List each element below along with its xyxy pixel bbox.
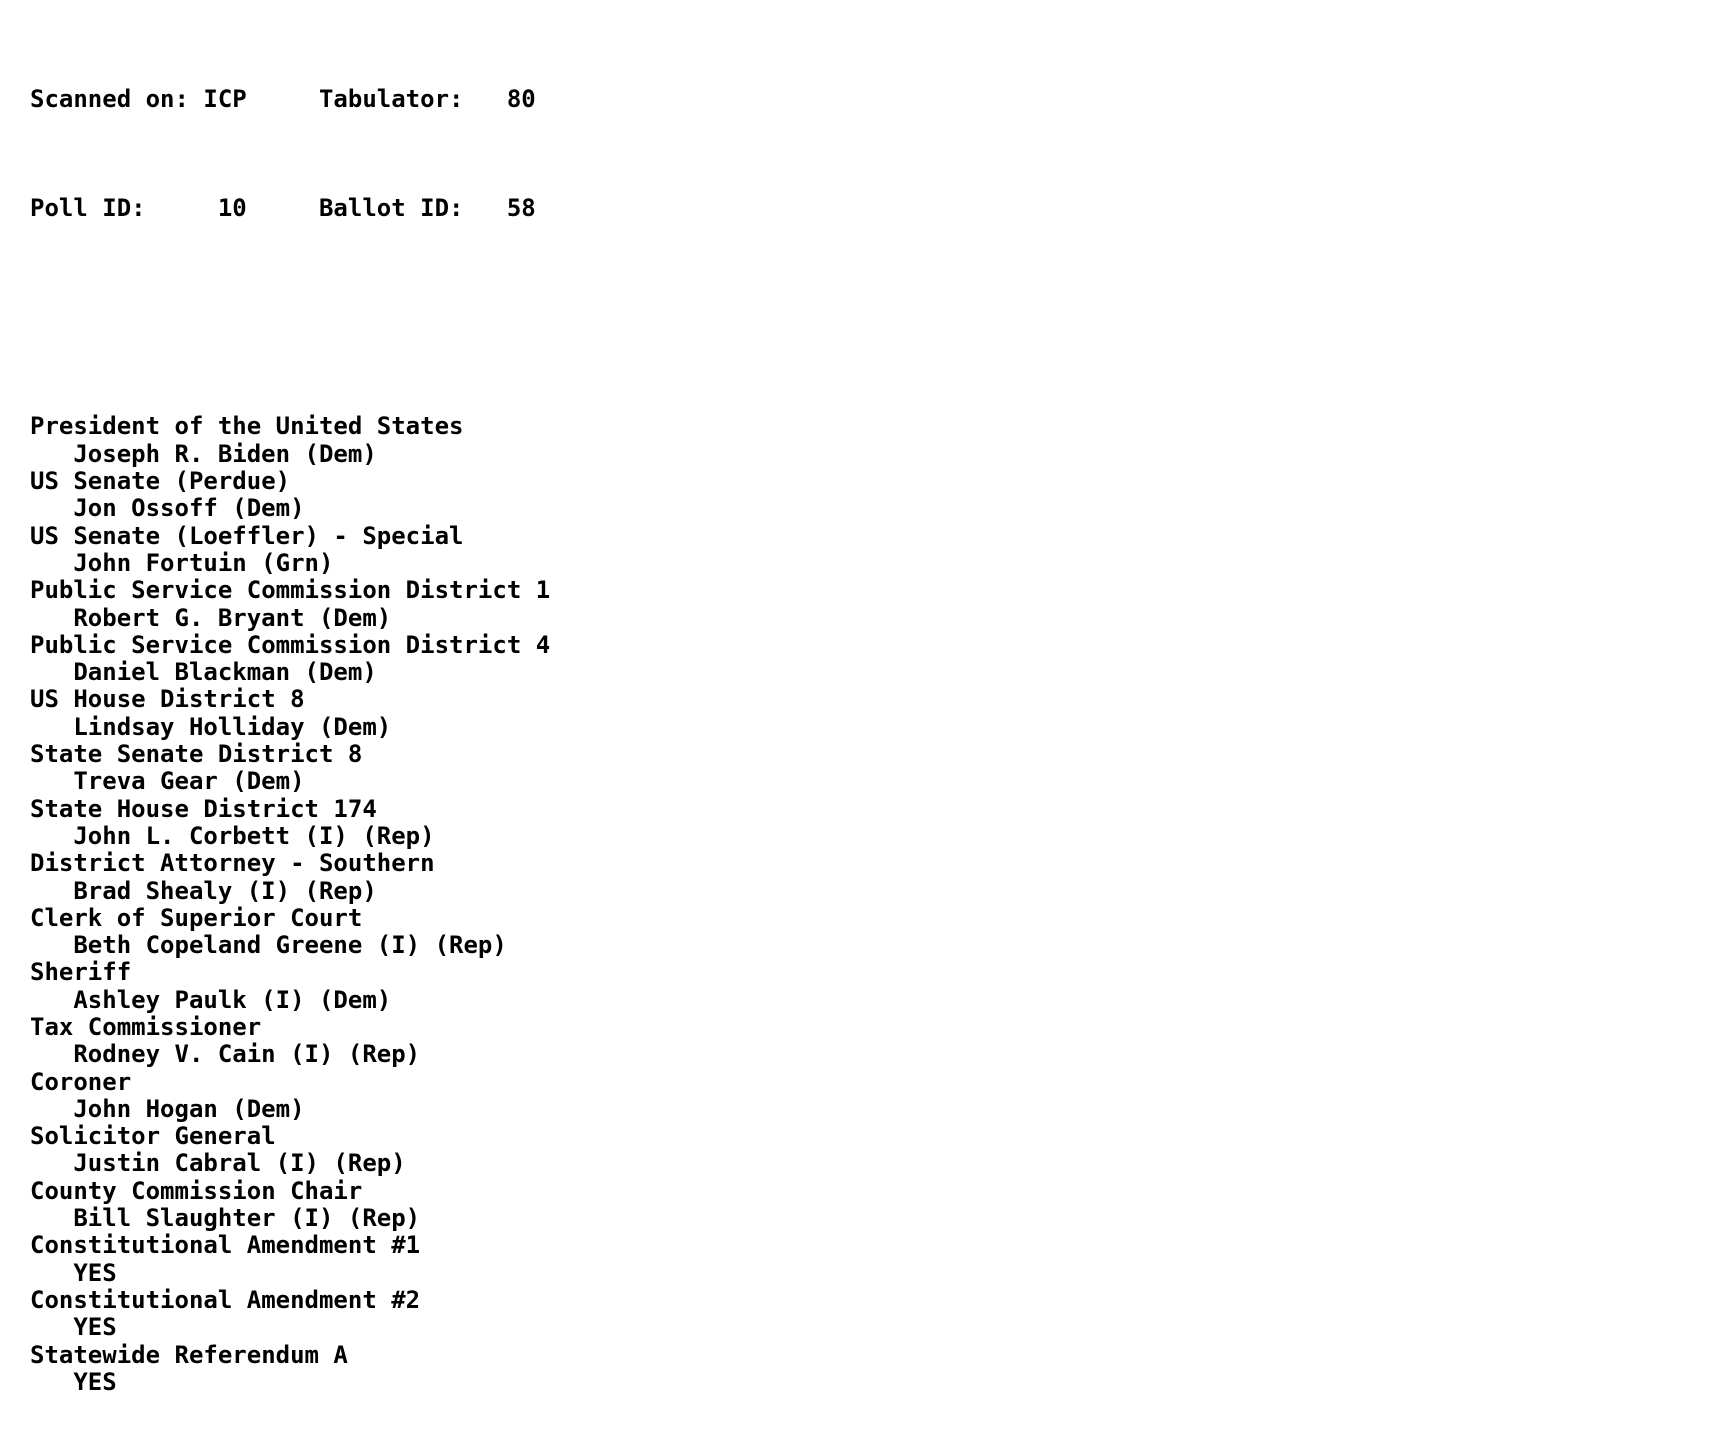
contest-office-row [30,523,1430,550]
contest-office-name: Public Service Commission District 1 [30,576,551,605]
contest-office-row [30,796,1430,823]
contest-office-name: US Senate (Loeffler) - Special [30,521,464,550]
blank-separator-row [30,304,1430,331]
contest-selection-row [30,441,1430,468]
contest-selection-row [30,1205,1430,1232]
contest-selection-value: YES [73,1258,117,1287]
contest-office-row [30,468,1430,495]
ballot-scan-printout [30,4,1430,1451]
contest-office-row [30,1069,1430,1096]
contest-selection-row [30,823,1430,850]
tabulator-label: Tabulator: [318,84,464,113]
contest-office-row [30,413,1430,440]
contest-selection-row [30,932,1430,959]
contest-selection-value: Daniel Blackman (Dem) [73,658,377,687]
contest-selection-value: Jon Ossoff (Dem) [73,494,305,523]
contest-list [30,413,1430,1396]
contest-office-row [30,1123,1430,1150]
contest-selection-value: YES [73,1313,117,1342]
contest-office-name: Clerk of Superior Court [30,903,363,932]
contest-office-name: Constitutional Amendment #1 [30,1231,421,1260]
contest-office-name: President of the United States [30,412,464,441]
contest-selection-value: Bill Slaughter (I) (Rep) [73,1204,421,1233]
scan-header-line1 [30,86,1430,113]
contest-office-row [30,741,1430,768]
contest-selection-value: John Fortuin (Grn) [73,548,334,577]
contest-selection-value: John Hogan (Dem) [73,1094,305,1123]
contest-selection-row [30,1096,1430,1123]
contest-office-row [30,1287,1430,1314]
contest-office-name: County Commission Chair [30,1176,363,1205]
contest-office-name: Constitutional Amendment #2 [30,1285,421,1314]
scanned-on-label: Scanned on: [30,84,189,113]
contest-selection-value: Robert G. Bryant (Dem) [73,603,392,632]
contest-office-row [30,905,1430,932]
contest-office-row [30,577,1430,604]
contest-office-name: Public Service Commission District 4 [30,630,551,659]
contest-office-row [30,959,1430,986]
contest-selection-value: Ashley Paulk (I) (Dem) [73,985,392,1014]
contest-selection-row [30,605,1430,632]
contest-office-row [30,686,1430,713]
contest-office-row [30,1232,1430,1259]
contest-selection-row [30,1150,1430,1177]
contest-selection-row [30,495,1430,522]
poll-id-label: Poll ID: [30,194,146,223]
scan-header-line2 [30,195,1430,222]
contest-office-name: State House District 174 [30,794,377,823]
contest-office-name: Sheriff [30,958,132,987]
contest-selection-row [30,878,1430,905]
tabulator-value: 80 [506,84,536,113]
contest-selection-row [30,550,1430,577]
contest-office-row [30,850,1430,877]
contest-office-name: Solicitor General [30,1122,276,1151]
contest-selection-value: YES [73,1367,117,1396]
contest-selection-row [30,1041,1430,1068]
contest-selection-row [30,1260,1430,1287]
contest-office-name: Statewide Referendum A [30,1340,348,1369]
contest-selection-row [30,987,1430,1014]
contest-office-row [30,1178,1430,1205]
contest-office-name: District Attorney - Southern [30,849,435,878]
contest-selection-value: Rodney V. Cain (I) (Rep) [73,1040,421,1069]
ballot-id-label: Ballot ID: [318,194,464,223]
contest-selection-row [30,714,1430,741]
scanned-on-value: ICP [203,84,247,113]
contest-office-row [30,632,1430,659]
contest-office-name: US House District 8 [30,685,305,714]
contest-selection-value: Beth Copeland Greene (I) (Rep) [73,931,507,960]
contest-selection-value: Lindsay Holliday (Dem) [73,712,392,741]
contest-selection-row [30,659,1430,686]
contest-selection-row [30,1369,1430,1396]
contest-selection-value: Joseph R. Biden (Dem) [73,439,377,468]
contest-office-row [30,1014,1430,1041]
contest-office-name: Coroner [30,1067,132,1096]
contest-selection-value: John L. Corbett (I) (Rep) [73,821,435,850]
contest-selection-row [30,1314,1430,1341]
contest-office-name: State Senate District 8 [30,740,363,769]
contest-selection-value: Justin Cabral (I) (Rep) [73,1149,406,1178]
contest-office-name: US Senate (Perdue) [30,467,291,496]
poll-id-value: 10 [217,194,247,223]
contest-office-row [30,1342,1430,1369]
contest-office-name: Tax Commissioner [30,1012,262,1041]
ballot-id-value: 58 [506,194,536,223]
contest-selection-row [30,768,1430,795]
contest-selection-value: Treva Gear (Dem) [73,767,305,796]
contest-selection-value: Brad Shealy (I) (Rep) [73,876,377,905]
